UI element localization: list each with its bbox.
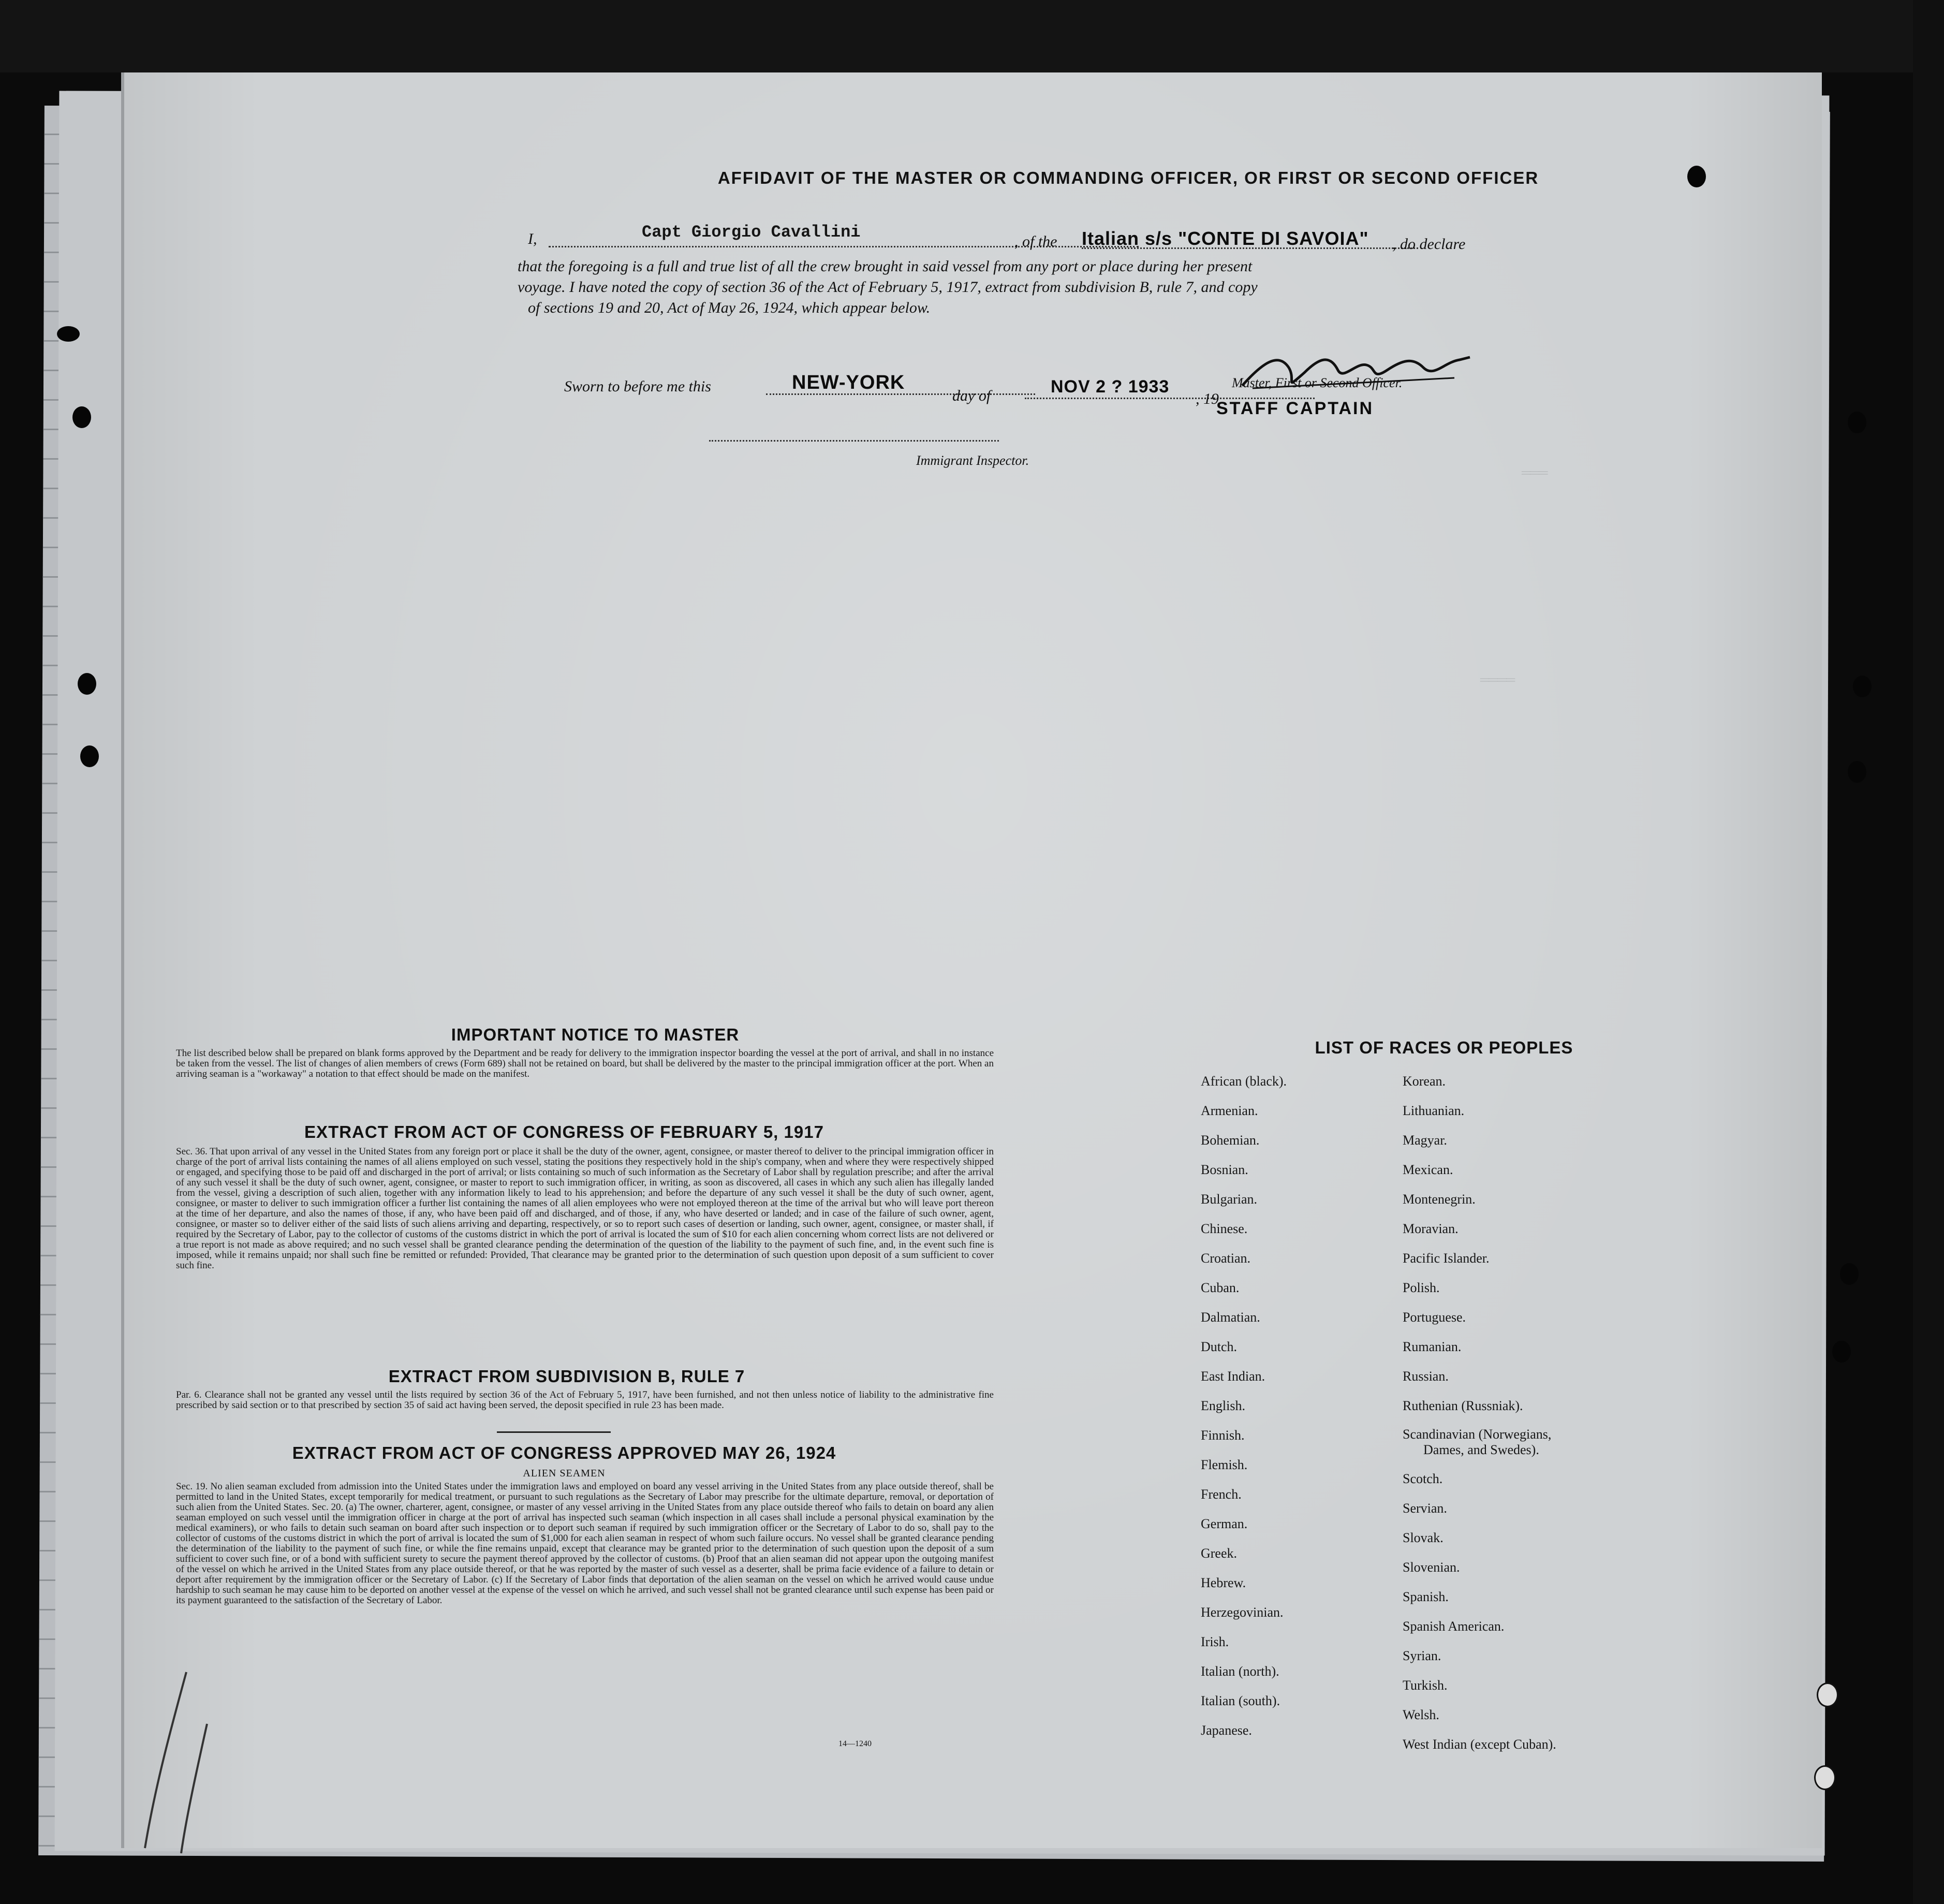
affidavit-title: AFFIDAVIT OF THE MASTER OR COMMANDING OFFICER, OR FIRST OR SECOND OFFICER: [717, 168, 1539, 187]
punch-hole: [1853, 676, 1872, 697]
race-item: French.: [1201, 1487, 1242, 1502]
inspector-line: [709, 440, 999, 442]
race-item: Flemish.: [1201, 1457, 1248, 1472]
race-item: Magyar.: [1403, 1133, 1447, 1148]
race-item: Welsh.: [1403, 1707, 1439, 1722]
extract-1924-text: Sec. 19. No alien seaman excluded from admission into the United States under the immigration laws and employed on board any vessel arriving in the United States from any place outside thereof, shall be permitted to land in the United States, except temporarily for medical treatment, or pursuant to such regulations as the Secretary of Labor may prescribe for the ultimate departure, removal, or deportation of such alien from the United States. Sec. 20. (a) The owner, charterer, agent, consignee, or master of any vessel arriving in the United States from any place outside thereof who fails to detain on board any alien seaman employed on such vessel until the immigration officer in charge at the port of arrival has inspected such seaman (which inspection in all cases shall include a personal physical examination by the medical examiners), or who fails to detain such seaman on board after such inspection or to deport such seaman if required by such immigration officer or the Secretary of Labor to do so, shall pay to the collector of customs of the customs district in which the port of arrival is located the sum of $1,000 for each alien seaman in respect of whom such failure occurs. No vessel shall be granted clearance pending the determination of the liability to the payment of such fine, or while the fine remains unpaid, except that clearance may be granted prior to the determination of such question upon the deposit of a sum sufficient to cover such fine, or of a bond with sufficient surety to secure the payment thereof approved by the collector of customs. (b) Proof that an alien seaman did not appear upon the outgoing manifest of the vessel on which he arrived in the United States from any place outside thereof, or that he was reported by the master of such vessel as a deserter, shall be prima facie evidence of a failure to detain or deport after requirement by the immigration officer or the Secretary of Labor. (c) If the Secretary of Labor finds that deportation of the alien seaman on the vessel on which he arrived would cause undue hardship to such seaman he may cause him to be deported on another vessel at the expense of the vessel on which he arrived, and such vessel shall not be granted clearance until such expense has been paid or its payment guaranteed to the satisfaction of the Secretary of Labor.: [176, 1481, 994, 1606]
master-name: Capt Giorgio Cavallini: [642, 223, 861, 242]
race-item: Turkish.: [1403, 1678, 1448, 1693]
race-item: Slovenian.: [1403, 1560, 1460, 1575]
race-item: Montenegrin.: [1403, 1192, 1476, 1207]
scanner-edge-right: [1913, 0, 1944, 1904]
race-item: Chinese.: [1201, 1221, 1248, 1236]
race-item: Greek.: [1201, 1546, 1238, 1561]
race-item: Hebrew.: [1201, 1575, 1246, 1590]
separator-rule: [497, 1431, 611, 1433]
signature-caption: Master, First or Second Officer.: [1232, 375, 1403, 390]
punch-hole: [57, 326, 80, 342]
race-item: Polish.: [1403, 1280, 1440, 1295]
race-item: Italian (north).: [1201, 1664, 1279, 1679]
race-item: English.: [1201, 1398, 1245, 1413]
affidavit-body: [518, 256, 1553, 318]
affidavit-body-line-1: that the foregoing is a full and true list of all the crew brought in said vessel from any port or place during her present: [518, 258, 1253, 275]
pencil-mark: [124, 1667, 238, 1864]
race-item: Bohemian.: [1201, 1133, 1260, 1148]
inspector-caption: Immigrant Inspector.: [916, 453, 1029, 468]
race-item: Lithuanian.: [1403, 1103, 1465, 1118]
punch-hole: [80, 745, 99, 767]
race-item: Bosnian.: [1201, 1162, 1248, 1177]
punch-hole: [1817, 1682, 1838, 1707]
extract-1924-title: EXTRACT FROM ACT OF CONGRESS APPROVED MAY 26, 1924: [292, 1443, 836, 1462]
race-item: Dutch.: [1201, 1339, 1238, 1354]
extract-1917-title: EXTRACT FROM ACT OF CONGRESS OF FEBRUARY 5, 1917: [304, 1122, 824, 1141]
sworn-place: NEW-YORK: [792, 372, 905, 393]
punch-hole: [1848, 761, 1866, 783]
race-item: Croatian.: [1201, 1251, 1251, 1266]
race-item: Ruthenian (Russniak).: [1403, 1398, 1523, 1413]
vessel-line: [1082, 247, 1418, 249]
race-item: Scandinavian (Norwegians,: [1403, 1427, 1552, 1442]
race-item: Korean.: [1403, 1074, 1446, 1089]
punch-hole: [1848, 412, 1866, 433]
race-item: Finnish.: [1201, 1428, 1245, 1443]
day-of-label: day of: [952, 387, 991, 404]
race-item: Japanese.: [1201, 1723, 1252, 1738]
notice-text: The list described below shall be prepared on blank forms approved by the Department and be ready for delivery to the immigration inspector boarding the vessel at the port of arrival, and shall in no instance be taken from the vessel. The list of changes of alien members of crews (Form 689) shall not be retained on board, but shall be delivered by the master to the principal immigration officer at the port. When an arriving seaman is a "workaway" a notation to that effect should be made on the manifest.: [176, 1048, 994, 1079]
sworn-date: NOV 2 ? 1933: [1051, 377, 1170, 397]
place-line: [766, 393, 1035, 395]
race-item: Scotch.: [1403, 1471, 1443, 1486]
race-item: Russian.: [1403, 1369, 1449, 1384]
form-number: 14—1240: [838, 1739, 872, 1748]
race-item: Pacific Islander.: [1403, 1251, 1490, 1266]
punch-hole: [1814, 1765, 1836, 1790]
race-item: Cuban.: [1201, 1280, 1240, 1295]
race-item: East Indian.: [1201, 1369, 1265, 1384]
race-item: Armenian.: [1201, 1103, 1258, 1118]
race-item: Portuguese.: [1403, 1310, 1466, 1325]
i-label: I,: [528, 230, 537, 247]
scanner-edge-top: [0, 0, 1944, 72]
punch-hole: [1840, 1263, 1859, 1285]
race-item: Slovak.: [1403, 1530, 1444, 1545]
affidavit-body-line-3: of sections 19 and 20, Act of May 26, 1924, which appear below.: [528, 299, 931, 316]
race-item: Italian (south).: [1201, 1693, 1280, 1708]
year-label: , 19: [1196, 390, 1219, 407]
affidavit-body-line-2: voyage. I have noted the copy of section 36 of the Act of February 5, 1917, extract from subdivision B, rule 7, and copy: [518, 279, 1258, 296]
race-item: Moravian.: [1403, 1221, 1459, 1236]
sworn-label: Sworn to before me this: [564, 378, 711, 395]
race-item: Dames, and Swedes).: [1423, 1442, 1539, 1457]
punch-hole: [78, 673, 96, 695]
race-item: West Indian (except Cuban).: [1403, 1737, 1556, 1752]
race-item: Servian.: [1403, 1501, 1447, 1516]
extract-1917-text: Sec. 36. That upon arrival of any vessel in the United States from any foreign port or place it shall be the duty of the owner, agent, consignee, or master thereof to deliver to the principal immigration officer in charge of the port of arrival lists containing the names of all aliens employed on such vessel, stating the positions they respectively hold in the ship's company, when and where they were respectively shipped or engaged, and specifying those to be paid off and discharged in the port of arrival; or lists containing so much of such information as the Secretary of Labor shall by regulation prescribe; and after the arrival of any such vessel it shall be the duty of such owner, agent, consignee, or master to report to such immigration officer, in writing, as soon as discovered, all cases in which any such alien has illegally landed from the vessel, giving a description of such alien, together with any information likely to lead to his apprehension; and before the departure of any such vessel it shall be the duty of such owner, agent, consignee, or master to deliver to such immigration officer a further list containing the names of all alien employees who were not employed thereon at the time of the arrival but who will leave port thereon at the time of her departure, and also the names of those, if any, who have been paid off and discharged, and of those, if any, who have deserted or landed; and in case of the failure of such owner, agent, consignee, or master so to deliver either of the said lists of such aliens arriving and departing, respectively, or so to report such cases of desertion or landing, such owner, agent, consignee, or master shall, if required by the Secretary of Labor, pay to the collector of customs of the customs district in which the port of arrival is located the sum of $10 for each alien concerning whom correct lists are not delivered or a true report is not made as above required; and no such vessel shall be granted clearance pending the determination of the question of the liability to the payment of such fine, and, in the event such fine is imposed, while it remains unpaid; nor shall such fine be remitted or refunded: Provided, That clearance may be granted prior to the determination of such question upon deposit of a sum sufficient to cover such fine.: [176, 1146, 994, 1271]
notice-title: IMPORTANT NOTICE TO MASTER: [451, 1025, 740, 1044]
of-the-label: , of the: [1014, 233, 1057, 250]
declare-label: , do declare: [1392, 236, 1466, 253]
race-item: Dalmatian.: [1201, 1310, 1260, 1325]
races-right-column: [1403, 1066, 1556, 1759]
punch-hole: [72, 406, 91, 428]
staff-captain-stamp: STAFF CAPTAIN: [1216, 399, 1374, 418]
race-item: Mexican.: [1403, 1162, 1453, 1177]
race-item: Rumanian.: [1403, 1339, 1462, 1354]
rule7-title: EXTRACT FROM SUBDIVISION B, RULE 7: [388, 1367, 745, 1386]
race-item: Herzegovinian.: [1201, 1605, 1284, 1620]
race-item: Spanish American.: [1403, 1619, 1505, 1634]
extract-1924-subtitle: ALIEN SEAMEN: [523, 1468, 606, 1479]
race-item: German.: [1201, 1516, 1248, 1531]
race-item: Irish.: [1201, 1634, 1229, 1649]
race-item: Bulgarian.: [1201, 1192, 1258, 1207]
punch-hole: [1687, 166, 1706, 187]
race-item: Spanish.: [1403, 1589, 1449, 1604]
race-item: Syrian.: [1403, 1648, 1441, 1663]
document-page: ═══ ════ AFFIDAVIT OF THE MASTER OR COMMANDING OFFICER, OR FIRST OR SECOND OFFICER I, Capt Giorgio Cavallini , of the Italian s/s "CONTE DI SAVOIA" , do declare that the foregoing is a full and true list of all the crew brought in said vessel from any port or place during her present voyage. I have noted the copy of section 36 of the Act of February 5, 1917, extract from subdivision B, rule 7, and copy of sections 19 and 20, Act of May 26, 1924, which appear below. Sworn to before me this NEW-YORK day of NOV 2 ? 1933 , 19 Master, First or Second Officer. STAFF CAPTAIN Immigrant Inspector. IMPORTANT NOTICE TO MASTER The list described below shall be prepared on blank forms approved by the Department and be ready for delivery to the immigration inspector boarding the vessel at the port of arrival, and shall in no instance be taken from the vessel. The list of changes of alien members of crews (Form 689) shall not be retained on board, but shall be delivered by the master to the principal immigration officer at the port. When an arriving seaman is a "workaway" a notation to that effect should be made on the manifest. EXTRACT FROM ACT OF CONGRESS OF FEBRUARY 5, 1917 Sec. 36. That upon arrival of any vessel in the United States from any foreign port or place it shall be the duty of the owner, agent, consignee, or master thereof to deliver to the principal immigration officer in charge of the port of arrival lists containing the names of all aliens employed on such vessel, stating the positions they respectively hold in the ship's company, when and where they were respectively shipped or engaged, and specifying those to be paid off and discharged in the port of arrival; or lists containing so much of such information as the Secretary of Labor shall by regulation prescribe; and after the arrival of any such vessel it shall be the duty of such owner, agent, consignee, or master to report to such immigration officer, in writing, as soon as discovered, all cases in which any such alien has illegally landed from the vessel, giving a description of such alien, together with any information likely to lead to his apprehension; and before the departure of any such vessel it shall be the duty of such owner, agent, consignee, or master to deliver to such immigration officer a further list containing the names of all alien employees who were not employed thereon at the time of the arrival but who will leave port thereon at the time of her departure, and also the names of those, if any, who have been paid off and discharged, and of those, if any, who have deserted or landed; and in case of the failure of such owner, agent, consignee, or master so to deliver either of the said lists of such aliens arriving and departing, respectively, or so to report such cases of desertion or landing, such owner, agent, consignee, or master shall, if required by the Secretary of Labor, pay to the collector of customs of the customs district in which the port of arrival is located the sum of $10 for each alien concerning whom correct lists are not delivered or a true report is not made as above required; and no such vessel shall be granted clearance pending the determination of the question of the liability to the payment of such fine, and, in the event such fine is imposed, while it remains unpaid; nor shall such fine be remitted or refunded: Provided, That clearance may be granted prior to the determination of such question upon deposit of a sum sufficient to cover such fine. EXTRACT FROM SUBDIVISION B, RULE 7 Par. 6. Clearance shall not be granted any vessel until the lists required by section 36 of the Act of February 5, 1917, have been furnished, and not then unless notice of liability to the administrative fine prescribed by said section or to that prescribed by section 35 of said act having been served, the deposit specified in rule 23 has been made. EXTRACT FROM ACT OF CONGRESS APPROVED MAY 26, 1924 ALIEN SEAMEN Sec. 19. No alien seaman excluded from admission into the United States under the immigration laws and employed on board any vessel arriving in the United States from any place outside thereof, shall be permitted to land in the United States, except temporarily for medical treatment, or pursuant to such regulations as the Secretary of Labor may prescribe for the ultimate departure, removal, or deportation of such alien from the United States. Sec. 20. (a) The owner, charterer, agent, consignee, or master of any vessel arriving in the United States from any place outside thereof who fails to detain on board any alien seaman employed on such vessel until the immigration officer in charge at the port of arrival has inspected such seaman (which inspection in all cases shall include a personal physical examination by the medical examiners), or who fails to detain such seaman on board after such inspection or to deport such seaman if required by such immigration officer or the Secretary of Labor to do so, shall pay to the collector of customs of the customs district in which the port of arrival is located the sum of $1,000 for each alien seaman in respect of whom such failure occurs. No vessel shall be granted clearance pending the determination of the liability to the payment of such fine, or while the fine remains unpaid, except that clearance may be granted prior to the determination of such question upon the deposit of a sum sufficient to cover such fine, or of a bond with sufficient surety to secure the payment thereof approved by the collector of customs. (b) Proof that an alien seaman did not appear upon the outgoing manifest of the vessel on which he arrived in the United States from any place outside thereof, or that he was reported by the master of such vessel as a deserter, shall be prima facie evidence of a failure to detain or deport after requirement by the immigration officer or the Secretary of Labor. (c) If the Secretary of Labor finds that deportation of the alien seaman on the vessel on which he arrived would cause undue hardship to such seaman he may cause him to be deported on another vessel at the expense of the vessel on which he arrived, and such vessel shall not be granted clearance until such expense has been paid or its payment guaranteed to the satisfaction of the Secretary of Labor. 14—1240 LIST OF RACES OR PEOPLES African (black). Armenian. Bohemian. Bosnian. Bulgarian. Chinese. Croatian. Cuban. Dalmatian. Dutch. East Indian. English. Finnish. Flemish. French. German. Greek. Hebrew. Herzegovinian. Irish. Italian (north). Italian (south). Japanese. Korean. Lithuanian. Magyar. Mexican. Montenegrin. Moravian. Pacific Islander. Polish. Portuguese. Rumanian. Russian. Ruthenian (Russniak). Scandinavian (Norwegians, Dames, and Swedes). Scotch. Servian. Slovak. Slovenian. Spanish. Spanish American. Syrian. Turkish. Welsh. West Indian (except Cuban).: [124, 72, 1822, 1848]
vessel-name: Italian s/s "CONTE DI SAVOIA": [1082, 228, 1369, 249]
races-title: LIST OF RACES OR PEOPLES: [1315, 1038, 1573, 1057]
rule7-text: Par. 6. Clearance shall not be granted any vessel until the lists required by section 36 of the Act of February 5, 1917, have been furnished, and not then unless notice of liability to the administrative fine prescribed by said section or to that prescribed by section 35 of said act having been served, the deposit specified in rule 23 has been made.: [176, 1389, 994, 1411]
race-item: African (black).: [1201, 1074, 1287, 1089]
punch-hole: [1832, 1341, 1851, 1363]
races-left-column: [1201, 1066, 1287, 1745]
